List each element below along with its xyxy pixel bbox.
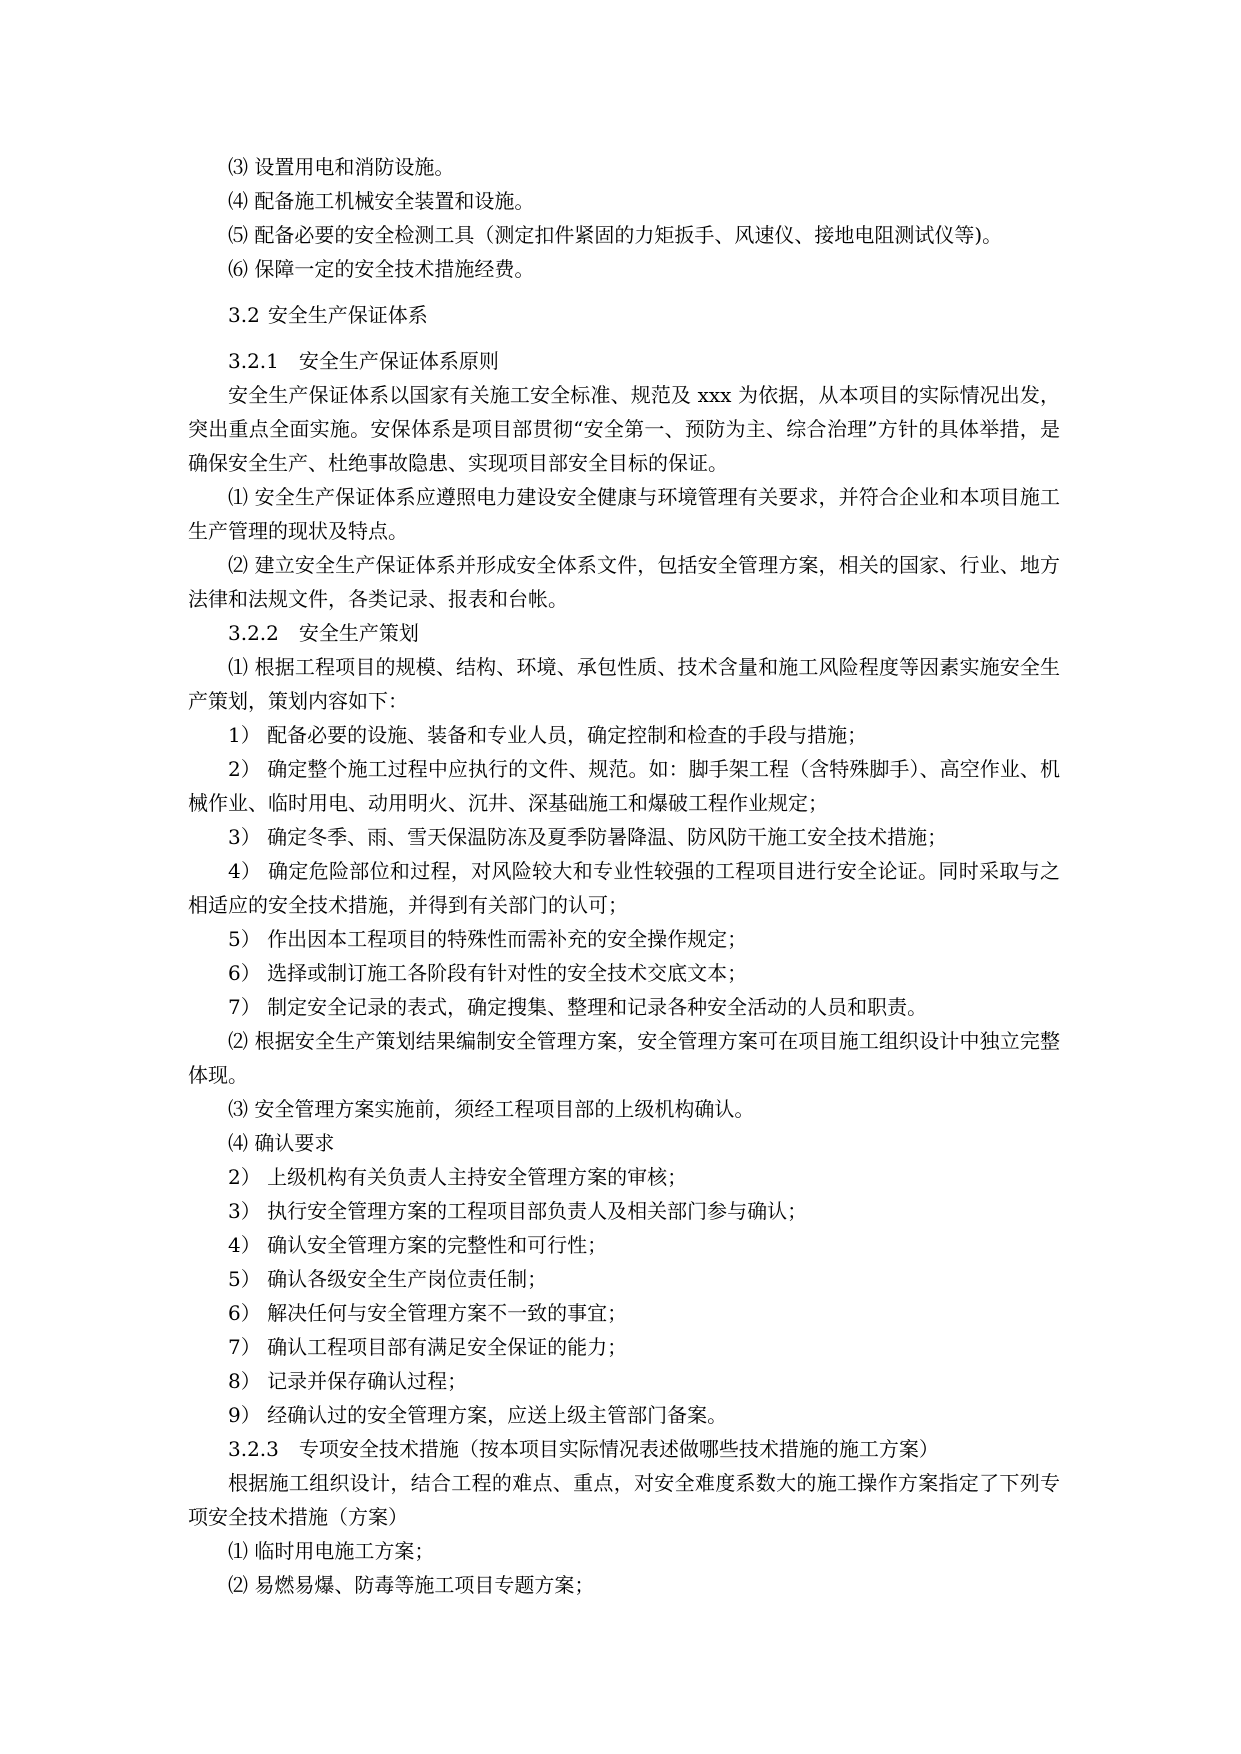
subsection-heading-3-2-1 [188,344,1060,378]
sub-list-item: 2） 确定整个施工过程中应执行的文件、规范。如：脚手架工程（含特殊脚手）、高空作业、机械作业、临时用电、动用明火、沉井、深基础施工和爆破工程作业规定； [188,757,1060,815]
list-item: ⑶ 安全管理方案实施前，须经工程项目部的上级机构确认。 [228,1097,755,1121]
list-item: ⑸ 配备必要的安全检测工具（测定扣件紧固的力矩扳手、风速仪、接地电阻测试仪等)。 [228,223,1003,247]
sub-list-item: 4） 确定危险部位和过程，对风险较大和专业性较强的工程项目进行安全论证。同时采取与之相适应的安全技术措施，并得到有关部门的认可； [188,859,1060,917]
subsection-title: 安全生产策划 [298,621,419,645]
sub-list-item: 3） 确定冬季、雨、雪天保温防冻及夏季防暑降温、防风防干施工安全技术措施； [228,825,948,849]
paragraph: 根据施工组织设计，结合工程的难点、重点，对安全难度系数大的施工操作方案指定了下列专项安全技术措施（方案） [188,1471,1060,1529]
subsection-heading-3-2-2 [188,616,1060,650]
sub-list-item: 3） 执行安全管理方案的工程项目部负责人及相关部门参与确认； [228,1199,808,1223]
sub-list-item: 4） 确认安全管理方案的完整性和可行性； [228,1233,608,1257]
section-number: 3.2 [228,303,260,327]
document-body [188,150,1060,1602]
sub-list-item: 9） 经确认过的安全管理方案，应送上级主管部门备案。 [228,1403,728,1427]
list-item: ⑴ 临时用电施工方案； [228,1539,435,1563]
sub-list-item: 1） 配备必要的设施、装备和专业人员，确定控制和检查的手段与措施； [228,723,868,747]
list-item: ⑹ 保障一定的安全技术措施经费。 [228,257,535,281]
list-item: ⑵ 根据安全生产策划结果编制安全管理方案，安全管理方案可在项目施工组织设计中独立完整体现。 [188,1029,1060,1087]
list-item: ⑴ 根据工程项目的规模、结构、环境、承包性质、技术含量和施工风险程度等因素实施安全生产策划，策划内容如下： [188,655,1060,713]
list-item: ⑷ 配备施工机械安全装置和设施。 [228,189,535,213]
sub-list-item: 7） 制定安全记录的表式，确定搜集、整理和记录各种安全活动的人员和职责。 [228,995,928,1019]
subsection-number: 3.2.2 [228,621,279,645]
sub-list-item: 6） 解决任何与安全管理方案不一致的事宜； [228,1301,628,1325]
section-title: 安全生产保证体系 [267,303,428,327]
list-item: ⑵ 易燃易爆、防毒等施工项目专题方案； [228,1573,595,1597]
section-heading-3-2 [188,298,1060,332]
list-item: ⑶ 设置用电和消防设施。 [228,155,455,179]
sub-list-item: 5） 确认各级安全生产岗位责任制； [228,1267,548,1291]
sub-list-item: 7） 确认工程项目部有满足安全保证的能力； [228,1335,628,1359]
subsection-title: 安全生产保证体系原则 [298,349,499,373]
subsection-title: 专项安全技术措施（按本项目实际情况表述做哪些技术措施的施工方案） [298,1437,939,1461]
sub-list-item: 8） 记录并保存确认过程； [228,1369,468,1393]
subsection-number: 3.2.1 [228,349,279,373]
list-item: ⑵ 建立安全生产保证体系并形成安全体系文件，包括安全管理方案，相关的国家、行业、地方法律和法规文件，各类记录、报表和台帐。 [188,553,1060,611]
subsection-heading-3-2-3 [188,1432,1060,1466]
subsection-number: 3.2.3 [228,1437,279,1461]
sub-list-item: 2） 上级机构有关负责人主持安全管理方案的审核； [228,1165,688,1189]
list-item: ⑷ 确认要求 [228,1131,335,1155]
list-item: ⑴ 安全生产保证体系应遵照电力建设安全健康与环境管理有关要求，并符合企业和本项目施工生产管理的现状及特点。 [188,485,1060,543]
paragraph: 安全生产保证体系以国家有关施工安全标准、规范及 xxx 为依据，从本项目的实际情况出发，突出重点全面实施。安保体系是项目部贯彻“安全第一、预防为主、综合治理”方针的具体举措，是确保安全生产、杜绝事故隐患、实现项目部安全目标的保证。 [188,383,1060,475]
sub-list-item: 5） 作出因本工程项目的特殊性而需补充的安全操作规定； [228,927,748,951]
sub-list-item: 6） 选择或制订施工各阶段有针对性的安全技术交底文本； [228,961,748,985]
